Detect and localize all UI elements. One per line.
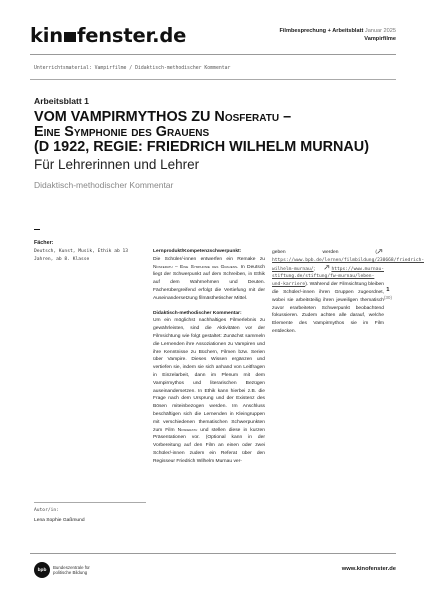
title-line-2: Eine Symphonie des Grauens bbox=[34, 124, 210, 140]
faecher-label: Fächer: bbox=[34, 240, 54, 246]
film-topic: Vampirfilme bbox=[364, 36, 396, 42]
page-subtitle: Für Lehrerinnen und Lehrer bbox=[34, 157, 200, 172]
breadcrumb-divider bbox=[30, 79, 396, 80]
text-run: Die Schüler/-innen entwerfen ein Remake zu bbox=[153, 256, 265, 262]
text-run: ). Während der Filmsichtung bleiben die Schüler/-innen ihren Gruppen zugeordnet, wobei sie arbeitsteilig ihren jeweiligen thematisch zuvor erarbeiteten Schwerpunkt beobachtend fokussieren. Zudem achten alle darauf, welche Elemente des Vampirmythos sie im Film entdecken. bbox=[272, 282, 384, 334]
link-murnau-stiftung[interactable]: https://www.murnau-stiftung.de/stiftung/fw-murnau/leben-und-karriere bbox=[272, 266, 384, 288]
link-bpb-murnau[interactable]: https://www.bpb.de/lernen/filmbildung/230668/friedrich-wilhelm-murnau/ bbox=[272, 257, 424, 272]
film-title-smallcaps: Nosferatu bbox=[177, 427, 198, 433]
bpb-name bbox=[53, 565, 90, 575]
bpb-name-line-1: Bundeszentrale für bbox=[53, 564, 90, 570]
paragraph-kommentar bbox=[153, 317, 265, 465]
title-line-3: (D 1922, REGIE: FRIEDRICH WILHELM MURNAU) bbox=[34, 139, 369, 155]
text-run: und stellen diese in kurzen Präsentationen vor. (Optional kann in der Vorbereitung auf den Film an einen oder zwei Schüler/-innen zudem ein Referat über den Regisseur Friedrich Wilhelm Murnau ver- bbox=[153, 427, 265, 464]
logo-film-frame-icon bbox=[64, 32, 76, 42]
author-divider bbox=[34, 502, 146, 503]
breadcrumb: Unterrichtsmaterial: Vampirfilme / Didaktisch-methodischer Kommentar bbox=[34, 66, 231, 71]
page-current: 1 bbox=[386, 287, 390, 293]
logo-text-end: fenster.de bbox=[76, 24, 187, 47]
title-dash: – bbox=[279, 109, 292, 125]
faecher-value: Deutsch, Kunst, Musik, Ethik ab 13 Jahren, ab 8. Klasse bbox=[34, 249, 129, 262]
header-meta bbox=[279, 27, 396, 43]
title-film-name: Nosferatu bbox=[214, 109, 280, 125]
bpb-logo[interactable] bbox=[34, 562, 90, 578]
header-divider bbox=[30, 54, 396, 55]
film-title-smallcaps: Nosferatu – Eine Symphonie des Grauens bbox=[153, 264, 237, 270]
heading-kommentar: Didaktisch-methodischer Kommentar: bbox=[153, 310, 242, 316]
footer-url[interactable]: www.kinofenster.de bbox=[341, 566, 396, 572]
bpb-circle-icon: bpb bbox=[34, 562, 50, 578]
logo-text-start: kin bbox=[30, 24, 63, 47]
text-run: ; bbox=[313, 266, 325, 272]
title-part: VOM VAMPIRMYTHOS ZU bbox=[34, 109, 215, 125]
heading-lernprodukt: Lernprodukt/Kompetenzschwerpunkt: bbox=[153, 249, 242, 254]
author-name: Lena Sophie Gaßmund bbox=[34, 518, 85, 523]
paragraph-continued bbox=[272, 248, 424, 336]
spacer bbox=[153, 303, 265, 310]
link-icon bbox=[377, 249, 383, 254]
bpb-name-line-2: politische Bildung bbox=[53, 570, 88, 575]
page-title bbox=[34, 110, 369, 155]
kinofenster-logo[interactable] bbox=[30, 24, 186, 47]
page-total: (30) bbox=[383, 295, 392, 300]
text-run: geben werden ( bbox=[272, 250, 377, 255]
text-column-1 bbox=[153, 248, 265, 466]
sidebar-dash bbox=[34, 229, 40, 230]
title-line-1 bbox=[34, 110, 369, 125]
section-subline: Didaktisch-methodischer Kommentar bbox=[34, 180, 174, 190]
text-run: . In Deutsch liegt der Schwerpunkt auf dem Schreiben, in Ethik auf dem Wahrnehmen und Deuten. Fächerübergreifend erfolgt die Vertiefung mit der Auseinandersetzung filmästhetischer Mittel. bbox=[153, 264, 265, 301]
doc-type: Filmbesprechung + Arbeitsblatt bbox=[279, 28, 364, 34]
paragraph-lernprodukt bbox=[153, 256, 265, 303]
doc-date: Januar 2025 bbox=[364, 28, 396, 34]
text-run: Um ein möglichst nachhaltiges Filmerlebnis zu gewährleisten, sind die Aktivitäten vor der Filmsichtung wie folgt gestaltet: Zunächst sammeln die Lernenden ihre Assoziationen zu Vampiren und ihre Kenntnisse zu Büchern, Filmen bzw. Serien über Vampire. Dieses Wissen ergänzen und vertiefen sie, indem sie sich anhand von Leitfragen in Einzelarbeit, dann im Plenum mit dem Vampirmythos und literarischen Bezügen auseinandersetzen. In Ethik kann hierbei z.B. die Frage nach dem Ursprung und der Existenz des Bösen miteinbezogen werden. Im Anschluss beschäftigen sich die Lernenden in Kleingruppen mit verschiedenen thematischen Schwerpunkten zum Film bbox=[153, 318, 265, 433]
worksheet-label: Arbeitsblatt 1 bbox=[34, 96, 89, 106]
text-column-2 bbox=[272, 248, 424, 336]
link-icon bbox=[324, 265, 330, 270]
footer-divider bbox=[30, 553, 396, 554]
page-number bbox=[384, 287, 392, 301]
author-label: Autor/in: bbox=[34, 508, 59, 513]
